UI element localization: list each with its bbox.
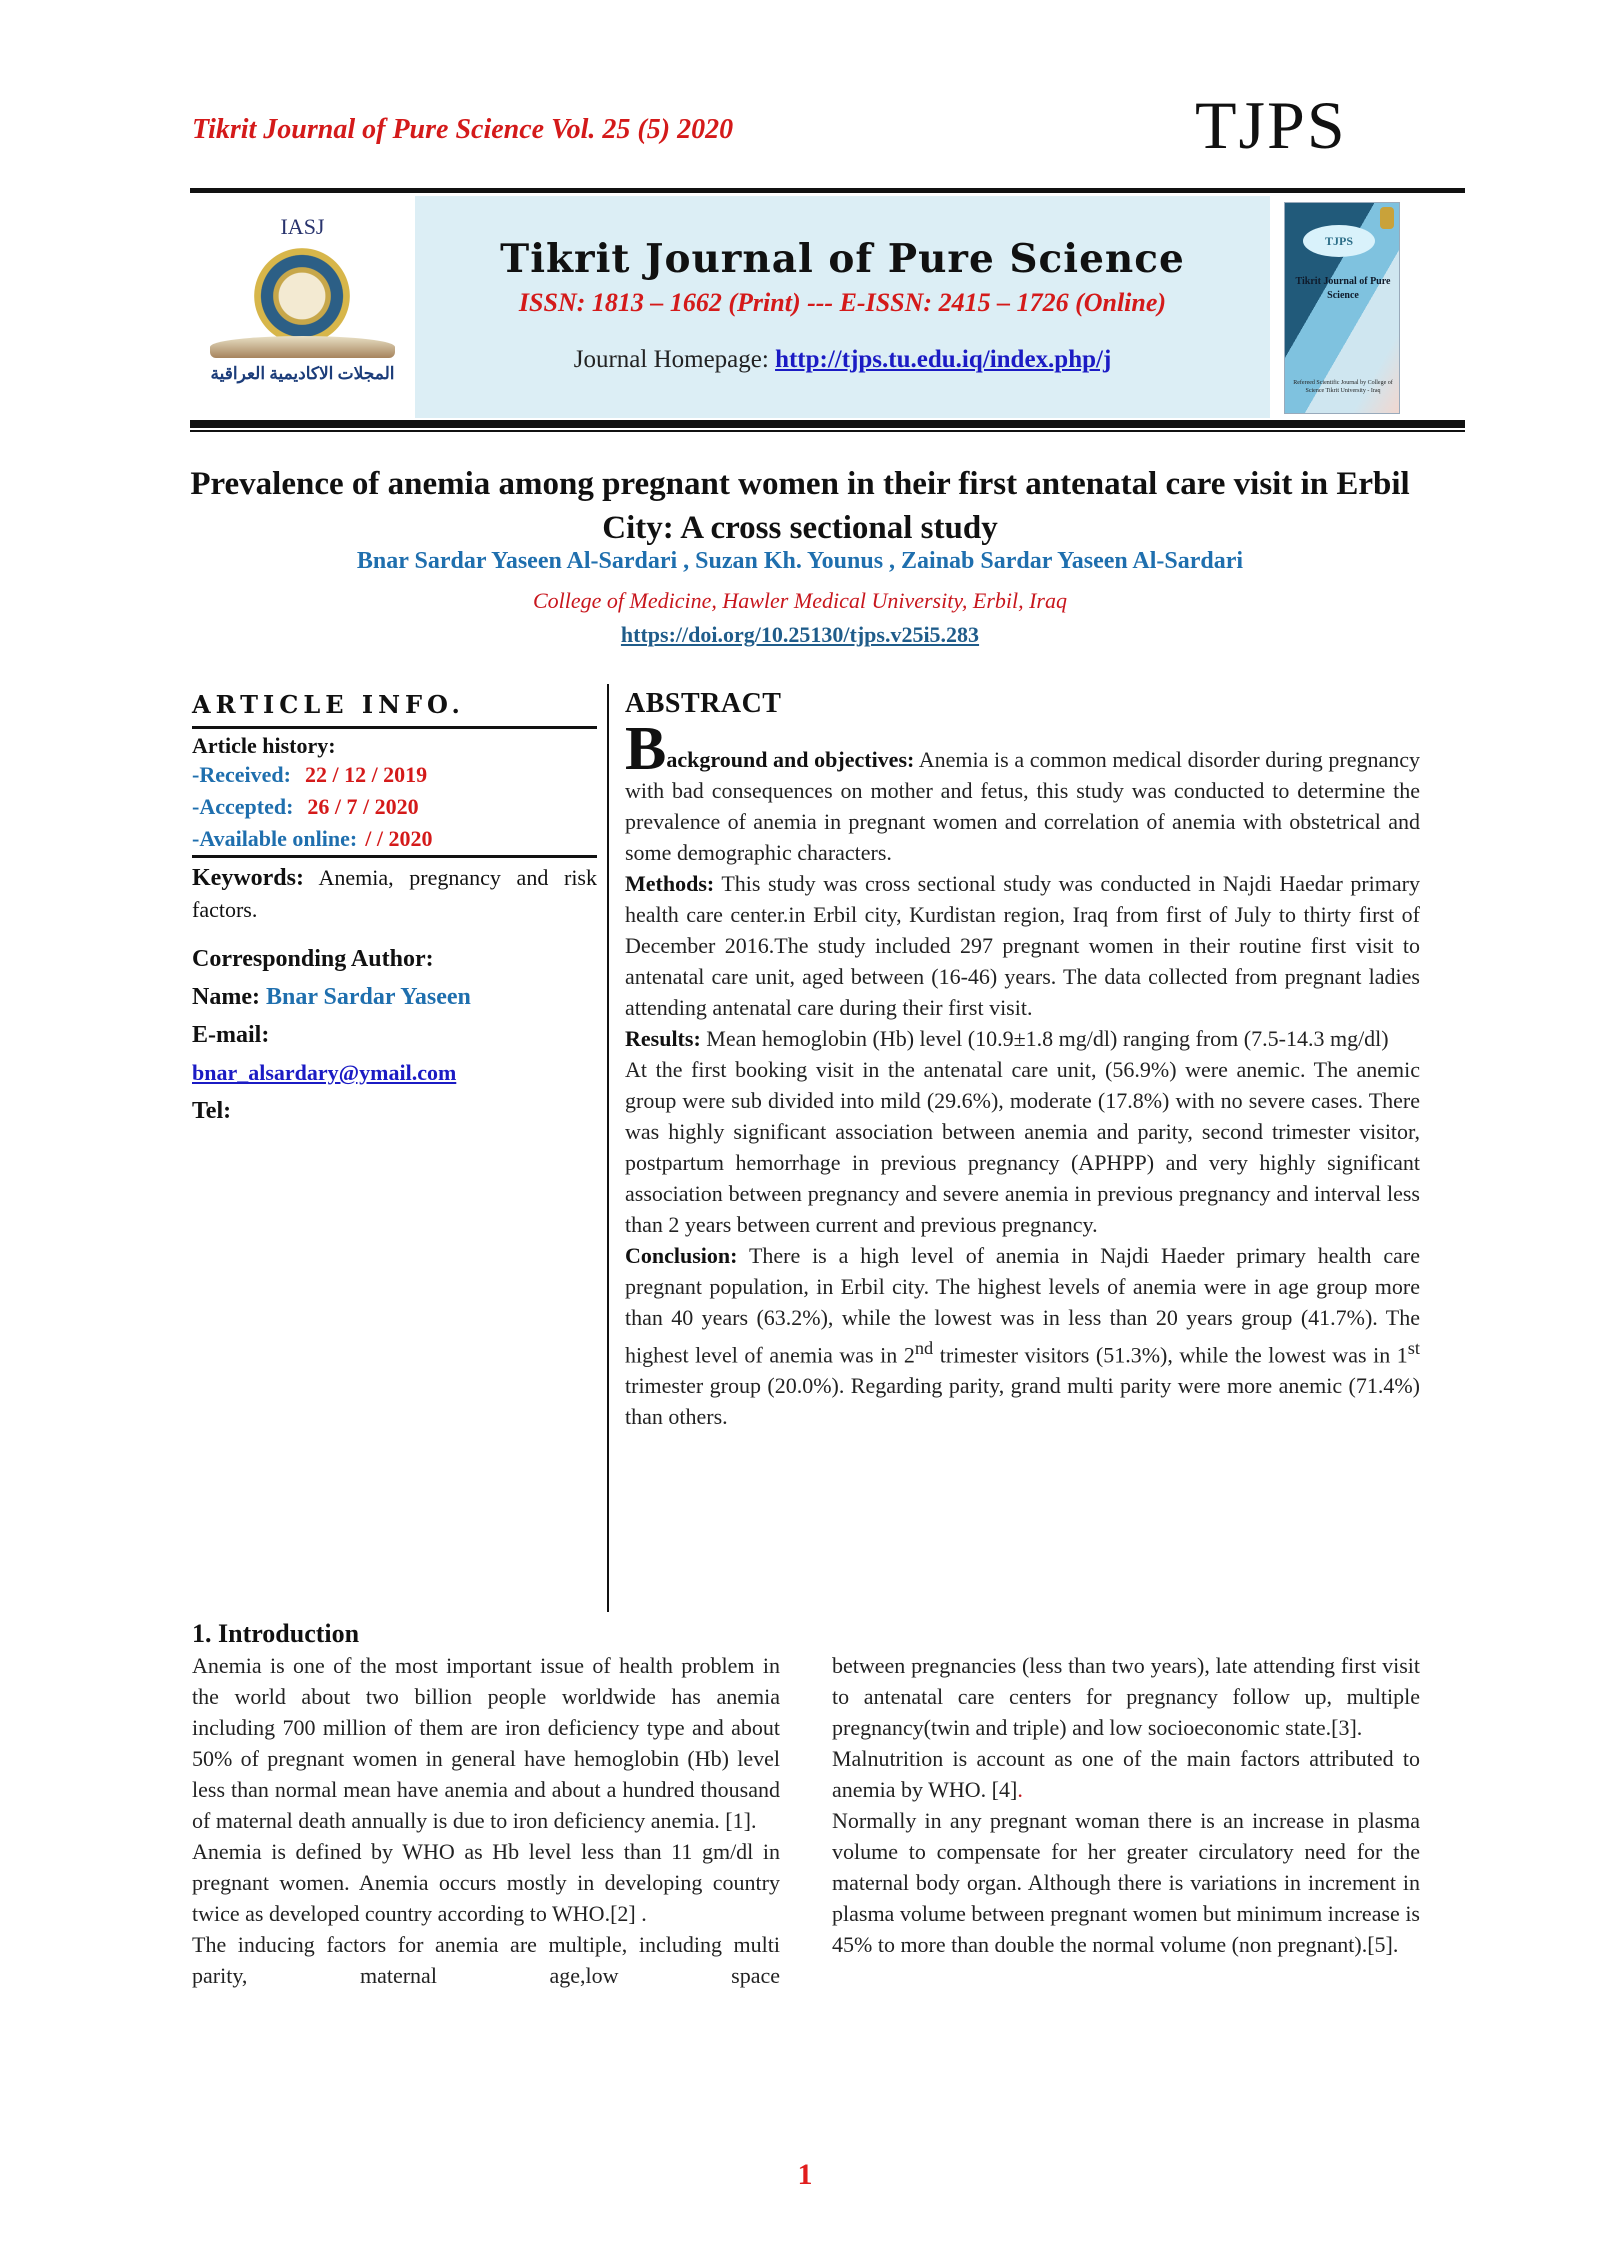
article-affiliation: College of Medicine, Hawler Medical University, Erbil, Iraq — [532, 588, 1067, 613]
iasj-arabic-label: المجلات الاكاديمية العراقية — [210, 364, 395, 383]
available-date: / / 2020 — [365, 826, 433, 851]
cover-footer: Refereed Scientific Journal by College of Science Tikrit University - Iraq — [1293, 380, 1393, 394]
banner-journal-title: Tikrit Journal of Pure Science — [500, 236, 1185, 282]
homepage-link[interactable]: http://tjps.tu.edu.iq/index.php/j — [775, 346, 1112, 373]
university-crest-icon — [1380, 207, 1394, 229]
article-doi — [160, 622, 1440, 648]
abstract-section — [625, 688, 1420, 1432]
intro-paragraph — [832, 1743, 1420, 1805]
iasj-label: IASJ — [280, 214, 325, 239]
author-name: Bnar Sardar Yaseen — [265, 984, 471, 1010]
keywords-label: Keywords: — [192, 865, 304, 891]
running-header-journal: Tikrit Journal of Pure Science Vol. 25 (5) 2020 — [192, 114, 734, 145]
trailing-dot: . — [1017, 1777, 1023, 1802]
banner-bottom-rule — [190, 420, 1465, 428]
keywords-value: Anemia, pregnancy and risk factors. — [192, 865, 597, 922]
abstract-results — [625, 1023, 1420, 1054]
article-title: Prevalence of anemia among pregnant women in their first antenatal care visit in Erbil City: A cross sectional study — [190, 466, 1410, 546]
tjps-wordmark: TJPS — [1195, 87, 1347, 163]
intro-paragraph: between pregnancies (less than two years), late attending first visit to antenatal care centers for pregnancy follow up, multiple pregnancy(twin and triple) and low socioeconomic state.[3]. — [832, 1653, 1420, 1740]
intro-paragraph: Anemia is one of the most important issue of health problem in the world about two billion people worldwide has anemia including 700 million of them are iron deficiency type and about 50% of pregnant women in general have hemoglobin (Hb) level less than normal mean have anemia and about a hundred thousand of maternal death annually is due to iron deficiency anemia. [1]. — [192, 1653, 780, 1833]
abstract-background — [625, 715, 1420, 868]
received-date: 22 / 12 / 2019 — [304, 762, 428, 787]
intro-paragraph: Anemia is defined by WHO as Hb level less than 11 gm/dl in pregnant women. Anemia occurs mostly in developing country twice as developed country according to WHO.[2] . — [192, 1839, 780, 1926]
background-label: ackground and objectives: — [666, 747, 915, 772]
malnutrition-text: Malnutrition is account as one of the main factors attributed to anemia by WHO. [4] — [832, 1746, 1420, 1802]
journal-banner — [190, 196, 1465, 418]
corresponding-label: Corresponding Author: — [192, 946, 434, 972]
results-text-1: Mean hemoglobin (Hb) level (10.9±1.8 mg/dl) ranging from (7.5-14.3 mg/dl) — [706, 1026, 1389, 1051]
available-label: -Available online: — [192, 826, 358, 851]
banner-center-panel — [415, 196, 1270, 418]
accepted-date: 26 / 7 / 2020 — [307, 794, 419, 819]
article-info-heading: ARTICLE INFO. — [192, 690, 465, 719]
column-divider — [607, 684, 609, 1612]
methods-label: Methods: — [625, 871, 715, 896]
iasj-logo[interactable] — [190, 196, 415, 418]
banner-bottom-rule-thin — [190, 430, 1465, 432]
email-link[interactable]: bnar_alsardary@ymail.com — [192, 1060, 457, 1085]
conclusion-text-b: trimester visitors (51.3%), while the lowest was in 1 — [933, 1342, 1408, 1368]
abstract-heading: ABSTRACT — [625, 688, 782, 719]
intro-paragraph: The inducing factors for anemia are multiple, including multi parity, maternal age,low space — [192, 1932, 780, 1988]
article-info-panel — [192, 690, 597, 1130]
banner-issn: ISSN: 1813 – 1662 (Print) --- E-ISSN: 2415 – 1726 (Online) — [518, 288, 1167, 317]
history-received — [192, 759, 597, 791]
abstract-conclusion — [625, 1240, 1420, 1432]
introduction-heading: 1. Introduction — [192, 1619, 360, 1648]
conclusion-text-c: trimester group (20.0%). Regarding parity, grand multi parity were more anemic (71.4%) than others. — [625, 1373, 1420, 1430]
open-book-icon — [210, 336, 395, 358]
homepage-label: Journal Homepage: — [573, 346, 769, 373]
intro-left-column — [192, 1618, 780, 1991]
info-divider — [192, 855, 597, 858]
info-divider — [192, 726, 597, 729]
history-accepted — [192, 791, 597, 823]
email-label: E-mail: — [192, 1022, 270, 1048]
page-number: 1 — [797, 2158, 813, 2191]
name-label: Name: — [192, 984, 260, 1010]
corresponding-author — [192, 940, 597, 1130]
results-label: Results: — [625, 1026, 701, 1051]
background-text: Anemia is a common medical disorder during pregnancy with bad consequences on mother and fetus, this study was conducted to determine the prevalence of anemia in pregnant women and correlation of anemia with obstetrical and some demographic characters. — [625, 747, 1420, 865]
intro-right-column — [832, 1650, 1420, 1960]
banner-homepage — [415, 346, 1270, 374]
abstract-methods — [625, 868, 1420, 1023]
article-authors: Bnar Sardar Yaseen Al-Sardari , Suzan Kh. Younus , Zainab Sardar Yaseen Al-Sardari — [356, 548, 1244, 574]
journal-cover-thumbnail — [1270, 196, 1465, 418]
article-history-label: Article history: — [192, 733, 336, 758]
superscript-nd: nd — [914, 1338, 934, 1358]
author-name-row — [192, 978, 597, 1016]
doi-link[interactable]: https://doi.org/10.25130/tjps.v25i5.283 — [620, 622, 980, 647]
received-label: -Received: — [192, 762, 291, 787]
banner-top-rule — [190, 188, 1465, 193]
cover-oval-label: TJPS — [1303, 225, 1375, 257]
abstract-results-cont: At the first booking visit in the antenatal care unit, (56.9%) were anemic. The anemic group were sub divided into mild (29.6%), moderate (17.8%) with no severe cases. There was highly significant association between anemia and parity, second trimester visitor, postpartum hemorrhage in previous pregnancy (APHPP) and very highly significant association between pregnancy and severe anemia in previous pregnancy and interval less than 2 years between current and previous pregnancy. — [625, 1057, 1420, 1237]
keywords — [192, 862, 597, 926]
cover-image — [1284, 202, 1400, 414]
iasj-emblem-icon — [254, 248, 350, 344]
drop-cap: B — [625, 715, 667, 783]
history-available — [192, 823, 597, 855]
conclusion-text-a: There is a high level of anemia in Najdi Haeder primary health care pregnant population, in Erbil city. The highest levels of anemia were in age group more than 40 years (63.2%), while the lowest was in less than 20 years group (41.7%). The highest level of anemia was in 2 — [625, 1243, 1420, 1368]
cover-title: Tikrit Journal of Pure Science — [1295, 276, 1391, 301]
accepted-label: -Accepted: — [192, 794, 294, 819]
superscript-st: st — [1407, 1338, 1420, 1358]
methods-text: This study was cross sectional study was conducted in Najdi Haedar primary health care center.in Erbil city, Kurdistan region, Iraq from first of July to thirty first of December 2016.The study included 297 pregnant women in their routine first visit to antenatal care unit, aged between (16-46) years. The data collected from pregnant ladies attending antenatal care during their first visit. — [625, 871, 1420, 1020]
intro-paragraph: Normally in any pregnant woman there is an increase in plasma volume to compensate for her greater circulatory need for the maternal body organ. Although there is variations in increment in plasma volume between pregnant women but minimum increase is 45% to more than double the normal volume (non pregnant).[5]. — [832, 1808, 1420, 1957]
email-row — [192, 1054, 597, 1092]
tel-label: Tel: — [192, 1098, 232, 1124]
conclusion-label: Conclusion: — [625, 1243, 738, 1268]
